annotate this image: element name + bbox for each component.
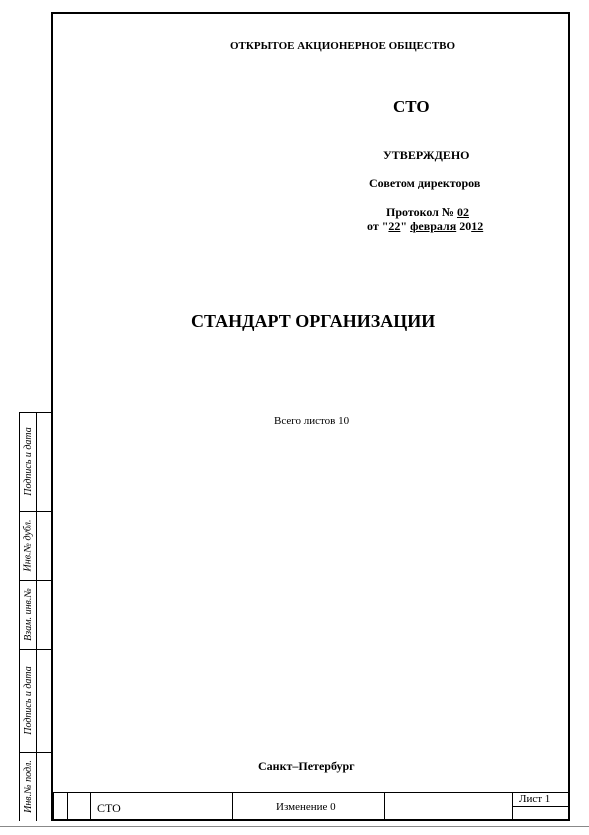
approved-label: УТВЕРЖДЕНО — [383, 148, 470, 162]
document-title: СТАНДАРТ ОРГАНИЗАЦИИ — [191, 311, 436, 331]
side-label-cell — [19, 511, 37, 580]
protocol-prefix: Протокол № — [386, 205, 457, 219]
side-label: Подпись и дата — [22, 666, 34, 735]
side-label: Инв.№ подл. — [22, 760, 34, 813]
year-suffix: 12 — [471, 219, 484, 233]
protocol-number: 02 — [456, 205, 469, 219]
stamp-cell — [67, 792, 90, 819]
city: Санкт–Петербург — [258, 759, 355, 773]
approved-by: Советом директоров — [369, 176, 481, 190]
side-label-cell — [19, 580, 37, 649]
side-label-cell — [19, 649, 37, 752]
side-label: Подпись и дата — [22, 427, 34, 496]
page-bottom-line — [0, 826, 589, 827]
stamp-sheet: Лист 1 — [519, 793, 551, 805]
date-month: февраля — [410, 219, 457, 233]
stamp-cell — [384, 792, 512, 819]
company-heading: ОТКРЫТОЕ АКЦИОНЕРНОЕ ОБЩЕСТВО — [230, 40, 456, 52]
side-label: Взам. инв.№ — [22, 588, 34, 641]
protocol-date — [367, 219, 483, 234]
year-prefix: 20 — [456, 219, 472, 233]
sheets-total: Всего листов 10 — [274, 415, 350, 427]
date-day: 22 — [388, 219, 401, 233]
stamp-sheet-divider — [512, 806, 568, 807]
date-prefix: от " — [367, 219, 389, 233]
side-label: Инв.№ дубл. — [22, 519, 34, 572]
side-label-cell — [19, 752, 37, 821]
doc-code: СТО — [393, 97, 430, 116]
side-label-cell — [19, 412, 37, 511]
side-stamp — [19, 412, 53, 821]
stamp-cell — [53, 792, 67, 819]
date-mid: " — [400, 219, 411, 233]
protocol-line — [386, 205, 469, 220]
stamp-change: Изменение 0 — [276, 801, 336, 813]
footer-stamp — [53, 792, 568, 819]
stamp-code: СТО — [97, 801, 121, 815]
